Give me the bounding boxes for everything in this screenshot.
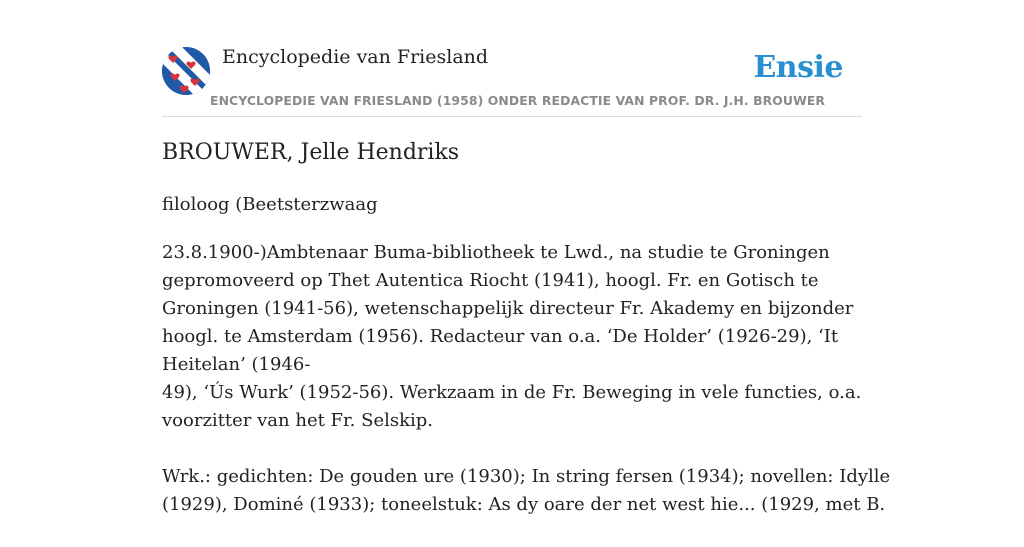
entry-title: BROUWER, Jelle Hendriks [162, 140, 460, 165]
entry-subject: filoloog (Beetsterzwaag [162, 194, 378, 215]
page-container [162, 0, 891, 515]
text-line: Heitelan’ (1946- [162, 354, 311, 375]
text-line: 49), ‘Ús Wurk’ (1952-56). Werkzaam in de Fr. Beweging in vele functies, o.a. [162, 382, 862, 403]
friesland-flag-icon[interactable] [162, 47, 210, 95]
text-line: 23.8.1900-)Ambtenaar Buma-bibliotheek te Lwd., na studie te Groningen [162, 242, 830, 263]
text-line: Groningen (1941-56), wetenschappelijk directeur Fr. Akademy en bijzonder [162, 298, 854, 319]
entry-body [162, 239, 891, 547]
text-line: Wrk.: gedichten: De gouden ure (1930); In string fersen (1934); novellen: Idylle [162, 466, 891, 487]
site-title-link[interactable]: Encyclopedie van Friesland [222, 46, 489, 68]
text-line: voorzitter van het Fr. Selskip. [162, 410, 433, 431]
source-subtitle: ENCYCLOPEDIE VAN FRIESLAND (1958) ONDER REDACTIE VAN PROF. DR. J.H. BROUWER [210, 93, 826, 108]
text-line: hoogl. te Amsterdam (1956). Redacteur van o.a. ‘De Holder’ (1926-29), ‘It [162, 326, 839, 347]
text-line: (1929), Dominé (1933); toneelstuk: As dy oare der net west hie... (1929, met B. [162, 494, 886, 515]
ensie-brand-link[interactable]: Ensie [753, 50, 843, 85]
entry-paragraph-works [162, 463, 891, 519]
site-header [162, 0, 862, 117]
entry-paragraph-biography [162, 239, 862, 435]
text-line: gepromoveerd op Thet Autentica Riocht (1941), hoogl. Fr. en Gotisch te [162, 270, 819, 291]
